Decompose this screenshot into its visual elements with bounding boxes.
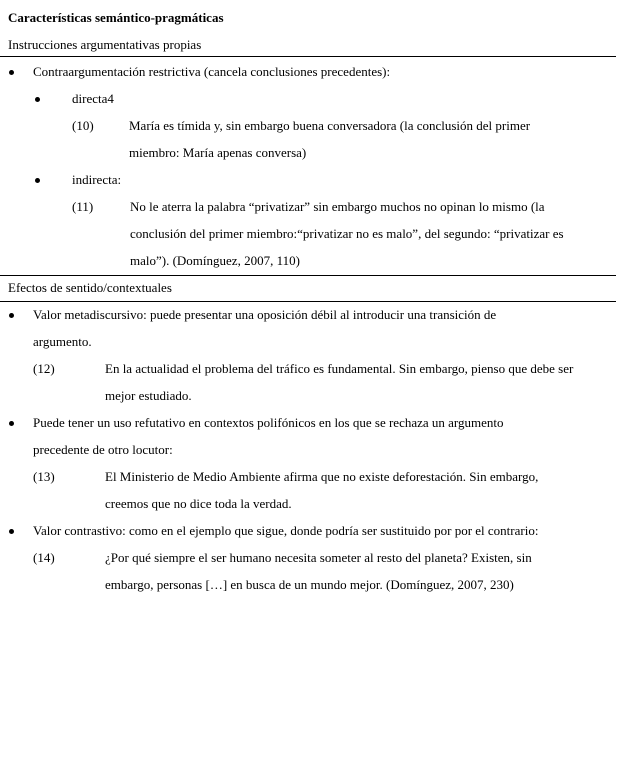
bullet-icon	[9, 421, 14, 426]
example-text-line: creemos que no dice toda la verdad.	[105, 496, 292, 511]
list-item-text: argumento.	[33, 334, 92, 349]
example-text-line: En la actualidad el problema del tráfico es fundamental. Sin embargo, pienso que debe ser	[105, 361, 574, 376]
example-number: (14)	[33, 550, 55, 565]
bullet-icon	[9, 529, 14, 534]
example-number: (10)	[72, 118, 94, 133]
divider	[0, 275, 616, 276]
section-heading-instrucciones: Instrucciones argumentativas propias	[8, 37, 202, 52]
section-heading-efectos: Efectos de sentido/contextuales	[8, 280, 172, 295]
sub-item-indirecta: indirecta:	[72, 172, 122, 187]
page-title: Características semántico-pragmáticas	[8, 10, 224, 25]
list-item-text: Puede tener un uso refutativo en contextos polifónicos en los que se rechaza un argumento	[33, 415, 504, 430]
bullet-icon	[35, 97, 40, 102]
bullet-icon	[35, 178, 40, 183]
example-text-line: malo”). (Domínguez, 2007, 110)	[130, 253, 300, 268]
divider	[0, 56, 616, 57]
example-number: (11)	[72, 199, 94, 214]
example-number: (13)	[33, 469, 55, 484]
example-text-line: No le aterra la palabra “privatizar” sin embargo muchos no opinan lo mismo (la	[130, 199, 545, 214]
list-item-text: Valor metadiscursivo: puede presentar una oposición débil al introducir una transición de	[33, 307, 497, 322]
example-text-line: miembro: María apenas conversa)	[129, 145, 307, 160]
list-item-text: precedente de otro locutor:	[33, 442, 173, 457]
example-text-line: conclusión del primer miembro:“privatizar no es malo”, del segundo: “privatizar es	[130, 226, 564, 241]
example-text-line: El Ministerio de Medio Ambiente afirma que no existe deforestación. Sin embargo,	[105, 469, 539, 484]
sub-item-directa: directa4	[72, 91, 114, 106]
list-item-contraargumentacion: Contraargumentación restrictiva (cancela conclusiones precedentes):	[33, 64, 391, 79]
example-text-line: mejor estudiado.	[105, 388, 192, 403]
example-text-line: ¿Por qué siempre el ser humano necesita someter al resto del planeta? Existen, sin	[105, 550, 532, 565]
example-text-line: embargo, personas […] en busca de un mundo mejor. (Domínguez, 2007, 230)	[105, 577, 514, 592]
bullet-icon	[9, 70, 14, 75]
example-text-line: María es tímida y, sin embargo buena conversadora (la conclusión del primer	[129, 118, 531, 133]
list-item-text: Valor contrastivo: como en el ejemplo que sigue, donde podría ser sustituido por por el contrario:	[33, 523, 539, 538]
bullet-icon	[9, 313, 14, 318]
divider	[0, 301, 616, 302]
example-number: (12)	[33, 361, 55, 376]
